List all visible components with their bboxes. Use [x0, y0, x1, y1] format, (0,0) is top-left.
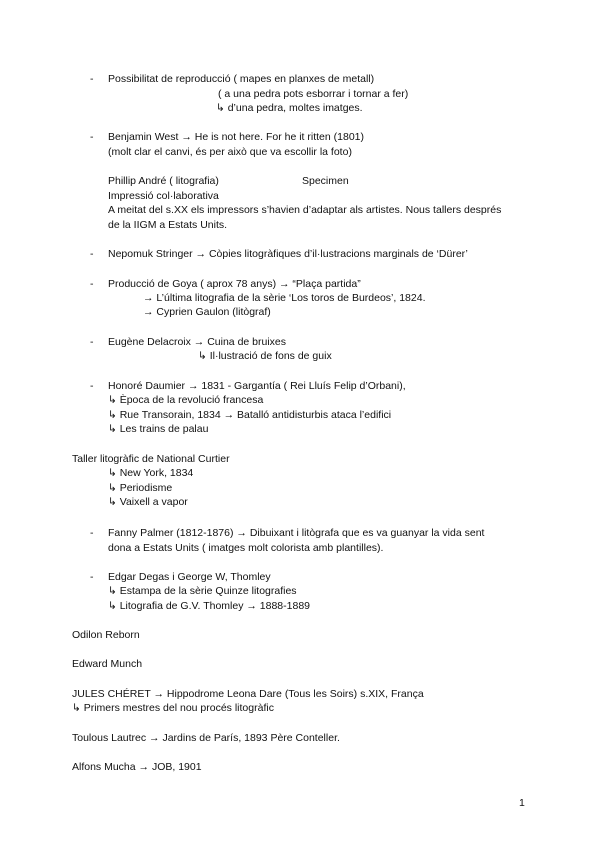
note-line: Possibilitat de reproducció ( mapes en planxes de metall) — [108, 73, 375, 85]
note-line: JULES CHÉRET → Hippodrome Leona Dare (Tous les Soirs) s.XIX, França — [72, 688, 424, 700]
page-number: 1 — [519, 797, 525, 809]
note-line: Toulous Lautrec → Jardins de París, 1893 Père Conteller. — [72, 732, 340, 744]
list-dash: - — [90, 248, 94, 260]
note-line: de la IIGM a Estats Units. — [108, 219, 228, 231]
note-line: (molt clar el canvi, és per això que va escollir la foto) — [108, 146, 352, 158]
list-dash: - — [90, 527, 94, 539]
note-line: ↳ Època de la revolució francesa — [108, 394, 264, 406]
note-line: Edgar Degas i George W, Thomley — [108, 571, 271, 583]
note-line: Eugène Delacroix → Cuina de bruixes — [108, 336, 287, 348]
note-line: dona a Estats Units ( imatges molt colorista amb plantilles). — [108, 542, 384, 554]
list-dash: - — [90, 380, 94, 392]
note-line: Fanny Palmer (1812-1876) → Dibuixant i litògrafa que es va guanyar la vida sent — [108, 527, 485, 539]
note-line: Odilon Reborn — [72, 629, 140, 641]
note-line: Producció de Goya ( aprox 78 anys) → “Plaça partida” — [108, 278, 361, 290]
list-dash: - — [90, 73, 94, 85]
note-line: ↳ d’una pedra, moltes imatges. — [216, 102, 363, 114]
note-line: Phillip André ( litografia) — [108, 175, 219, 187]
note-line: ↳ Litografia de G.V. Thomley → 1888-1889 — [108, 600, 311, 612]
note-line: Specimen — [302, 175, 349, 187]
list-dash: - — [90, 571, 94, 583]
note-line: Nepomuk Stringer → Còpies litogràfiques d’il·lustracions marginals de ‘Dürer’ — [108, 248, 468, 260]
note-line: Edward Munch — [72, 658, 143, 670]
note-line: → Cyprien Gaulon (litògraf) — [143, 306, 271, 318]
note-line: Honoré Daumier → 1831 - Gargantía ( Rei Lluís Felip d’Orbani), — [108, 380, 406, 392]
note-line: ↳ Periodisme — [108, 482, 173, 494]
list-dash: - — [90, 278, 94, 290]
note-line: ↳ Il·lustració de fons de guix — [198, 350, 332, 362]
note-line: Impressió col·laborativa — [108, 190, 219, 202]
list-dash: - — [90, 131, 94, 143]
note-line: ↳ Rue Transorain, 1834 → Batalló antidisturbis ataca l’edifici — [108, 409, 392, 421]
note-line: ↳ Estampa de la sèrie Quinze litografies — [108, 585, 297, 597]
note-line: ↳ New York, 1834 — [108, 467, 194, 479]
note-line: ↳ Les trains de palau — [108, 423, 209, 435]
note-line: ↳ Vaixell a vapor — [108, 496, 188, 508]
note-line: ↳ Primers mestres del nou procés litogràfic — [72, 702, 274, 714]
note-line: ( a una pedra pots esborrar i tornar a fer) — [218, 88, 409, 100]
note-line: → L’última litografia de la sèrie ‘Los toros de Burdeos’, 1824. — [143, 292, 426, 304]
list-dash: - — [90, 336, 94, 348]
note-line: Taller litogràfic de National Curtier — [72, 453, 230, 465]
note-line: A meitat del s.XX els impressors s’havien d’adaptar als artistes. Nous tallers després — [108, 204, 502, 216]
note-line: Alfons Mucha → JOB, 1901 — [72, 761, 202, 773]
note-line: Benjamin West → He is not here. For he it ritten (1801) — [108, 131, 364, 143]
